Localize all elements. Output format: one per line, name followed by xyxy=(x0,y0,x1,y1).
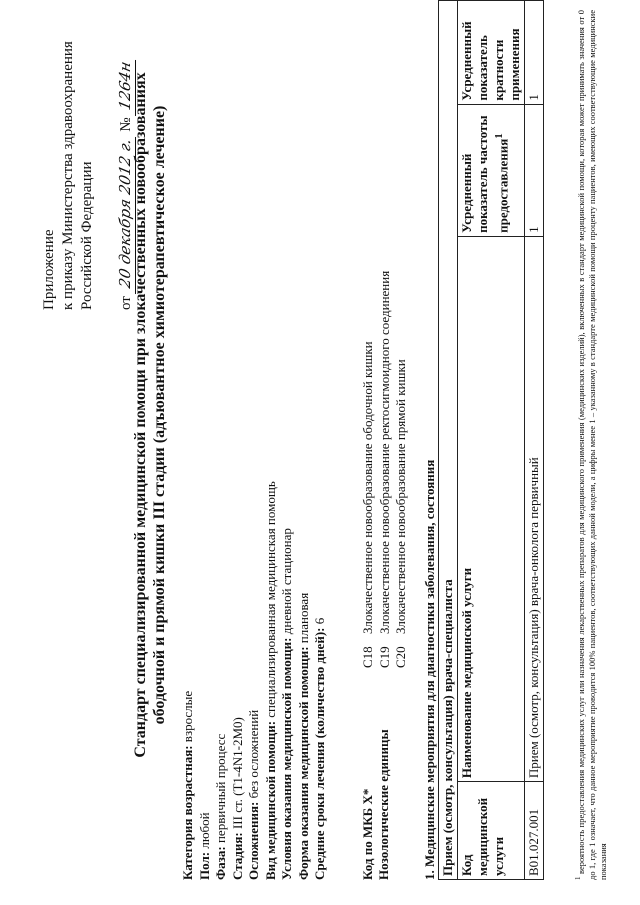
phase-value: первичный процесс xyxy=(213,733,228,847)
form-value: плановая xyxy=(295,592,311,647)
age-category-row xyxy=(180,320,197,880)
duration-value: 6 xyxy=(312,617,327,628)
icd-code: C20 xyxy=(393,646,408,668)
icd-code-item xyxy=(393,271,410,668)
col-header-multiplicity: Усредненный показатель кратности применения xyxy=(458,1,525,105)
form-label: Форма оказания медицинской помощи: xyxy=(295,646,311,880)
icd-code-name: Злокачественное новообразование прямой кишки xyxy=(393,359,408,634)
form-row xyxy=(296,320,313,880)
icd-code-item xyxy=(360,271,377,668)
footnote xyxy=(573,10,609,880)
handwritten-date: 20 декабря 2012 г. xyxy=(116,133,136,294)
stage-row xyxy=(230,320,247,880)
sex-row xyxy=(197,320,214,880)
icd-code: C18 xyxy=(360,646,375,668)
standard-attributes xyxy=(180,320,329,880)
appendix-order-line: к приказу Министерства здравоохранения xyxy=(60,41,76,310)
icd-code-label: Код по МКБ X* xyxy=(360,788,375,880)
col-header-frequency xyxy=(458,104,525,236)
age-label: Категория возрастная: xyxy=(180,745,195,880)
services-table xyxy=(438,0,544,880)
cell-code: B01.027.001 xyxy=(525,782,544,880)
stage-value: III ст. (T1-4N1-2M0) xyxy=(229,717,245,833)
nosology-label: Нозологические единицы xyxy=(376,729,391,880)
handwritten-number: 1264н xyxy=(116,55,136,115)
icd-code-list xyxy=(360,271,410,668)
appendix-title: Приложение xyxy=(41,229,57,310)
appendix-federation-line: Российской Федерации xyxy=(79,161,95,310)
icd-code-item xyxy=(377,271,394,668)
footnote-marker: 1 xyxy=(574,876,582,880)
care-type-row xyxy=(263,320,280,880)
phase-row xyxy=(213,320,230,880)
phase-label: Фаза: xyxy=(213,846,228,880)
table-header-row xyxy=(458,1,525,880)
conditions-row xyxy=(279,320,296,880)
stage-label: Стадия: xyxy=(229,832,245,880)
table-subheader-row xyxy=(439,1,458,880)
footnote-text: вероятность предоставления медицинских услуг или назначения лекарственных препаратов для медицинского применения (медицинских изделий), включенных в стандарт медицинской помощи, которая может принимать значения от 0 до 1, где 1 означает, что данное мероприятие проводится 100% пациентов, соответствующих данной модели, а цифры менее 1 – указанному в стандарте медицинской помощи проценту пациентов, имеющих соответствующие медицинские показания xyxy=(575,10,608,880)
age-value: взрослые xyxy=(180,690,195,746)
sex-value: любой xyxy=(196,812,212,852)
duration-label: Средние сроки лечения (количество дней): xyxy=(312,627,327,880)
table-row xyxy=(525,1,544,880)
footnote-ref: 1 xyxy=(493,133,505,139)
care-type-value: специализированная медицинская помощь xyxy=(262,481,278,721)
section-heading: 1. Медицинские мероприятия для диагностики заболевания, состояния xyxy=(422,459,437,880)
table-subheader: Прием (осмотр, консультация) врача-специалиста xyxy=(439,1,458,880)
number-label: № xyxy=(118,117,134,132)
col-header-name: Наименование медицинской услуги xyxy=(458,236,525,781)
col-header-frequency-text: Усредненный показатель частоты предоставления xyxy=(459,115,511,233)
sex-label: Пол: xyxy=(196,851,212,880)
from-label: от xyxy=(118,296,134,310)
duration-row xyxy=(312,320,329,880)
complications-row xyxy=(246,320,263,880)
icd-code-name: Злокачественное новообразование ректосигмоидного соединения xyxy=(376,270,392,634)
document-title: Стандарт специализированной медицинской помощи при злокачественных новообразованиях ободочной и прямой кишки III стадии (адъювантное химиотерапевтическое лечение) xyxy=(132,72,168,758)
appendix-block xyxy=(40,40,134,310)
col-header-code: Код медицинской услуги xyxy=(458,782,525,880)
icd-code: C19 xyxy=(376,646,392,668)
complications-label: Осложнения: xyxy=(246,801,261,880)
cell-multiplicity: 1 xyxy=(525,1,544,105)
complications-value: без осложнений xyxy=(246,709,261,802)
icd-code-name: Злокачественное новообразование ободочной кишки xyxy=(360,341,375,634)
care-type-label: Вид медицинской помощи: xyxy=(262,720,278,880)
cell-name: Прием (осмотр, консультация) врача-онколога первичный xyxy=(525,236,544,781)
conditions-label: Условия оказания медицинской помощи: xyxy=(279,637,294,880)
conditions-value: дневной стационар xyxy=(279,528,294,638)
cell-frequency: 1 xyxy=(525,104,544,236)
